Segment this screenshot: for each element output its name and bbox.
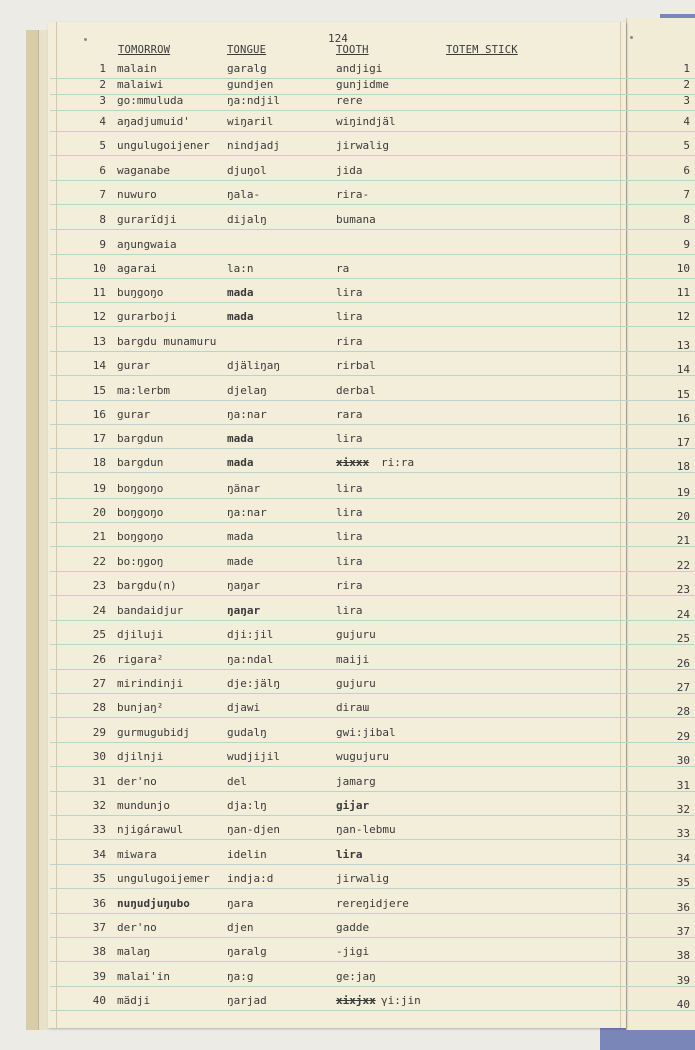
right-row-number: 28 [676, 705, 690, 718]
punch-mark [84, 38, 87, 41]
tooth-word: ge:jaŋ [336, 970, 376, 983]
tooth-word: lira [336, 310, 363, 323]
tooth-word: jida [336, 164, 363, 177]
tongue-word: dja:lŋ [227, 799, 267, 812]
row-number: 34 [92, 848, 106, 861]
right-row-number: 10 [676, 262, 690, 275]
row-number: 18 [92, 456, 106, 469]
right-row-number: 8 [683, 213, 690, 226]
tongue-word: dji:jil [227, 628, 274, 641]
row-number: 38 [92, 945, 106, 958]
tongue-word: mada [227, 456, 254, 469]
ruled-line [50, 278, 695, 279]
right-row-number: 27 [676, 681, 690, 694]
right-row-number: 1 [683, 62, 690, 75]
tomorrow-word: rigara² [117, 653, 164, 666]
tomorrow-word: nuŋudjuŋubo [117, 897, 190, 910]
tooth-word: lira [336, 848, 363, 861]
tomorrow-word: waganabe [117, 164, 170, 177]
tomorrow-word: agarai [117, 262, 157, 275]
tomorrow-word: djilnji [117, 750, 164, 763]
tooth-word: jirwalig [336, 872, 389, 885]
ruled-line [50, 326, 695, 327]
tongue-word: djäliŋaŋ [227, 359, 280, 372]
tooth-word: lira [336, 604, 363, 617]
tongue-word: ŋa:ndal [227, 653, 274, 666]
right-row-number: 6 [683, 164, 690, 177]
tongue-word: mada [227, 310, 254, 323]
tooth-word: rere [336, 94, 363, 107]
row-number: 15 [92, 384, 106, 397]
ruled-line [50, 302, 695, 303]
tomorrow-word: malaŋ [117, 945, 151, 958]
ruled-line [50, 571, 695, 572]
ruled-line [50, 913, 695, 914]
tomorrow-word: malai'in [117, 970, 170, 983]
row-number: 30 [92, 750, 106, 763]
tongue-word: ŋa:ndjil [227, 94, 280, 107]
tomorrow-word: aŋungwaia [117, 238, 177, 251]
row-number: 11 [92, 286, 106, 299]
right-row-number: 17 [676, 436, 690, 449]
row-number: 23 [92, 579, 106, 592]
tooth-word: lira [336, 530, 363, 543]
tomorrow-word: bargdun [117, 456, 164, 469]
row-number: 36 [92, 897, 106, 910]
margin-rule-left [56, 22, 57, 1028]
right-row-number: 14 [676, 363, 690, 376]
tomorrow-word: boŋgoŋo [117, 482, 164, 495]
tongue-word: ŋa:nar [227, 506, 267, 519]
tomorrow-word: bunjaŋ² [117, 701, 164, 714]
row-number: 8 [99, 213, 106, 226]
tongue-word: wudjijil [227, 750, 280, 763]
tongue-word: gundjen [227, 78, 274, 91]
tomorrow-word: djiluji [117, 628, 164, 641]
ruled-line [50, 669, 695, 670]
tomorrow-word: mirindinji [117, 677, 184, 690]
tooth-word: xixjxx [336, 994, 376, 1007]
row-number: 40 [92, 994, 106, 1007]
tooth-word: gwi:jibal [336, 726, 396, 739]
ruled-line [50, 717, 695, 718]
tomorrow-word: mädji [117, 994, 151, 1007]
tomorrow-word: bo:ŋgoŋ [117, 555, 164, 568]
tooth-correction: γi:jin [381, 994, 421, 1007]
ruled-line [50, 620, 695, 621]
tongue-word: ŋala- [227, 188, 261, 201]
tooth-word: gujuru [336, 628, 376, 641]
right-row-number: 5 [683, 139, 690, 152]
tomorrow-word: boŋgoŋo [117, 530, 164, 543]
tooth-word: lira [336, 432, 363, 445]
right-row-number: 25 [676, 632, 690, 645]
header-tongue: TONGUE [227, 44, 267, 56]
ruled-line [50, 693, 695, 694]
tooth-word: rira- [336, 188, 370, 201]
right-row-number: 31 [676, 779, 690, 792]
tomorrow-word: ma:lerbm [117, 384, 170, 397]
ruled-line [50, 351, 695, 352]
row-number: 25 [92, 628, 106, 641]
row-number: 4 [99, 115, 106, 128]
tooth-word: bumana [336, 213, 376, 226]
right-row-number: 34 [676, 852, 690, 865]
tongue-word: la:n [227, 262, 254, 275]
row-number: 13 [92, 335, 106, 348]
ruled-line [50, 791, 695, 792]
ruled-line [50, 961, 695, 962]
ruled-line [50, 472, 695, 473]
tongue-word: djelaŋ [227, 384, 267, 397]
right-row-number: 13 [676, 339, 690, 352]
tomorrow-word: mundunjo [117, 799, 170, 812]
ruled-line [50, 498, 695, 499]
tomorrow-word: nuwuro [117, 188, 157, 201]
tongue-word: made [227, 555, 254, 568]
tooth-word: gadde [336, 921, 370, 934]
tongue-word: dijalŋ [227, 213, 267, 226]
right-row-number: 9 [683, 238, 690, 251]
row-number: 29 [92, 726, 106, 739]
row-number: 35 [92, 872, 106, 885]
tooth-word: rara [336, 408, 363, 421]
right-row-number: 19 [676, 486, 690, 499]
tomorrow-word: ungulugoijemer [117, 872, 210, 885]
right-row-number: 36 [676, 901, 690, 914]
ruled-line [50, 864, 695, 865]
tooth-word: wugujuru [336, 750, 389, 763]
tongue-word: ŋaŋar [227, 579, 261, 592]
header-tooth: TOOTH [336, 44, 369, 56]
tomorrow-word: bargdu(n) [117, 579, 177, 592]
tomorrow-word: buŋgoŋo [117, 286, 164, 299]
tooth-word: rira [336, 335, 363, 348]
tongue-word: nindjadj [227, 139, 280, 152]
tooth-correction: ri:ra [381, 456, 415, 469]
ruled-line [50, 644, 695, 645]
row-number: 10 [92, 262, 106, 275]
ruled-line [50, 766, 695, 767]
right-row-number: 3 [683, 94, 690, 107]
row-number: 5 [99, 139, 106, 152]
tooth-word: lira [336, 555, 363, 568]
row-number: 3 [99, 94, 106, 107]
right-row-number: 21 [676, 534, 690, 547]
cover-blue-edge [600, 1028, 695, 1050]
tooth-word: lira [336, 506, 363, 519]
tongue-word: ŋaralg [227, 945, 267, 958]
tomorrow-word: bandaidjur [117, 604, 184, 617]
ruled-line [50, 448, 695, 449]
tongue-word: ŋa:nar [227, 408, 267, 421]
ruled-line [50, 254, 695, 255]
tongue-word: mada [227, 432, 254, 445]
right-row-number: 4 [683, 115, 690, 128]
row-number: 14 [92, 359, 106, 372]
tooth-word: -jigi [336, 945, 370, 958]
tooth-word: andjigi [336, 62, 383, 75]
tomorrow-word: miwara [117, 848, 157, 861]
tongue-word: mada [227, 286, 254, 299]
tooth-word: jirwalig [336, 139, 389, 152]
tongue-word: indja:d [227, 872, 274, 885]
right-row-number: 20 [676, 510, 690, 523]
right-row-number: 22 [676, 559, 690, 572]
ruled-line [50, 815, 695, 816]
ruled-line [50, 742, 695, 743]
right-row-number: 30 [676, 754, 690, 767]
tomorrow-word: boŋgoŋo [117, 506, 164, 519]
ruled-line [50, 546, 695, 547]
right-row-number: 15 [676, 388, 690, 401]
row-number: 16 [92, 408, 106, 421]
ruled-line [50, 110, 695, 111]
row-number: 2 [99, 78, 106, 91]
ruled-line [50, 839, 695, 840]
tongue-word: djawi [227, 701, 261, 714]
right-row-number: 35 [676, 876, 690, 889]
tongue-word: dje:jälŋ [227, 677, 280, 690]
right-row-number: 11 [676, 286, 690, 299]
tooth-word: rira [336, 579, 363, 592]
row-number: 20 [92, 506, 106, 519]
tongue-word: ŋarjad [227, 994, 267, 1007]
page-number: 124 [328, 32, 348, 45]
tomorrow-word: gurar [117, 408, 151, 421]
ruled-line [50, 595, 695, 596]
tooth-word: gijar [336, 799, 370, 812]
right-row-number: 32 [676, 803, 690, 816]
row-number: 39 [92, 970, 106, 983]
ruled-line [50, 131, 695, 132]
right-row-number: 12 [676, 310, 690, 323]
row-number: 6 [99, 164, 106, 177]
tomorrow-word: der'no [117, 921, 157, 934]
right-row-number: 29 [676, 730, 690, 743]
tongue-word: idelin [227, 848, 267, 861]
tooth-word: gujuru [336, 677, 376, 690]
header-tomorrow: TOMORROW [118, 44, 171, 56]
right-row-number: 24 [676, 608, 690, 621]
tongue-word: garalg [227, 62, 267, 75]
tongue-word: djen [227, 921, 254, 934]
tooth-word: ŋan-lebmu [336, 823, 396, 836]
tongue-word: djuŋol [227, 164, 267, 177]
tongue-word: ŋara [227, 897, 254, 910]
row-number: 27 [92, 677, 106, 690]
row-number: 28 [92, 701, 106, 714]
row-number: 31 [92, 775, 106, 788]
right-row-number: 7 [683, 188, 690, 201]
ruled-line [50, 522, 695, 523]
tooth-word: ra [336, 262, 350, 275]
tooth-word: xixxx [336, 456, 370, 469]
tooth-word: lira [336, 286, 363, 299]
ruled-line [50, 400, 695, 401]
right-row-number: 16 [676, 412, 690, 425]
tongue-word: ŋan-djen [227, 823, 280, 836]
row-number: 12 [92, 310, 106, 323]
row-number: 33 [92, 823, 106, 836]
ruled-line [50, 424, 695, 425]
tongue-word: del [227, 775, 247, 788]
tomorrow-word: der'no [117, 775, 157, 788]
row-number: 1 [99, 62, 106, 75]
tooth-word: wiŋindjäl [336, 115, 396, 128]
tomorrow-word: bargdu munamuru [117, 335, 217, 348]
tomorrow-word: bargdun [117, 432, 164, 445]
tomorrow-word: gurarïdji [117, 213, 177, 226]
tongue-word: ŋaŋar [227, 604, 261, 617]
right-row-number: 26 [676, 657, 690, 670]
right-row-number: 38 [676, 949, 690, 962]
row-number: 21 [92, 530, 106, 543]
row-number: 7 [99, 188, 106, 201]
ruled-line [50, 204, 695, 205]
tooth-word: diraɯ [336, 701, 370, 714]
header-totem-stick: TOTEM STICK [446, 44, 518, 56]
right-row-number: 37 [676, 925, 690, 938]
tomorrow-word: go:mmuluda [117, 94, 184, 107]
tomorrow-word: gurar [117, 359, 151, 372]
tomorrow-word: aŋadjumuid' [117, 115, 190, 128]
tomorrow-word: malaiwi [117, 78, 164, 91]
tongue-word: mada [227, 530, 254, 543]
row-number: 26 [92, 653, 106, 666]
row-number: 32 [92, 799, 106, 812]
ruled-line [50, 888, 695, 889]
ruled-line [50, 986, 695, 987]
tooth-word: jamarg [336, 775, 376, 788]
right-row-number: 23 [676, 583, 690, 596]
tooth-word: gunjidme [336, 78, 389, 91]
row-number: 9 [99, 238, 106, 251]
row-number: 17 [92, 432, 106, 445]
ruled-line [50, 937, 695, 938]
tooth-word: rirbal [336, 359, 376, 372]
punch-mark [630, 36, 633, 39]
tongue-word: gudalŋ [227, 726, 267, 739]
row-number: 37 [92, 921, 106, 934]
right-row-number: 33 [676, 827, 690, 840]
tomorrow-word: gurarboji [117, 310, 177, 323]
margin-rule-right [620, 22, 621, 1028]
tomorrow-word: malain [117, 62, 157, 75]
row-number: 22 [92, 555, 106, 568]
tongue-word: ŋa:g [227, 970, 254, 983]
tomorrow-word: njigárawul [117, 823, 184, 836]
right-row-number: 18 [676, 460, 690, 473]
ruled-line [50, 180, 695, 181]
ruled-line [50, 155, 695, 156]
row-number: 24 [92, 604, 106, 617]
tooth-word: lira [336, 482, 363, 495]
ruled-line [50, 375, 695, 376]
tooth-word: maiji [336, 653, 370, 666]
right-row-number: 2 [683, 78, 690, 91]
ruled-line [50, 229, 695, 230]
ruled-line [50, 1010, 695, 1011]
tooth-word: derbal [336, 384, 376, 397]
tomorrow-word: gurmugubidj [117, 726, 190, 739]
tongue-word: wiŋaril [227, 115, 274, 128]
row-number: 19 [92, 482, 106, 495]
right-row-number: 40 [676, 998, 690, 1011]
tongue-word: ŋänar [227, 482, 261, 495]
right-row-number: 39 [676, 974, 690, 987]
tooth-word: rereŋidjere [336, 897, 409, 910]
tomorrow-word: ungulugoijener [117, 139, 210, 152]
